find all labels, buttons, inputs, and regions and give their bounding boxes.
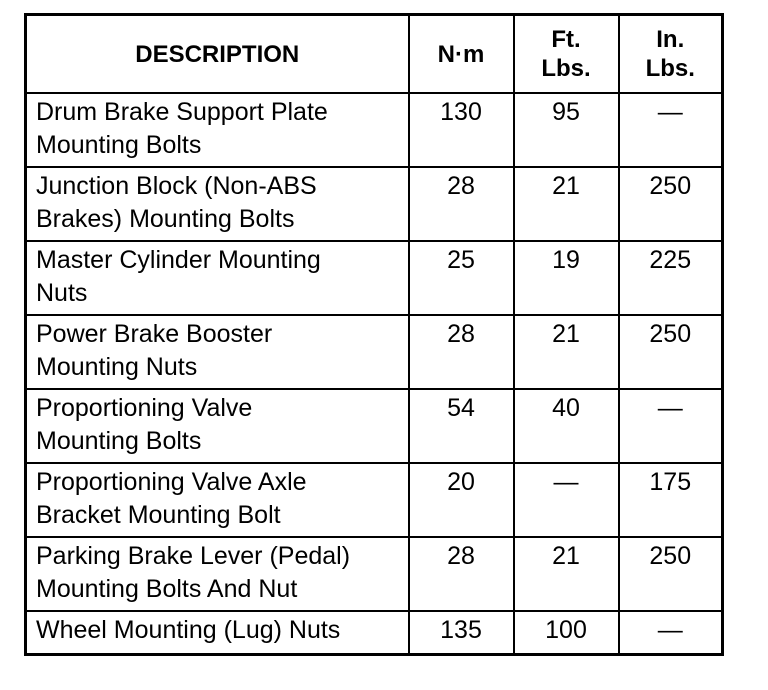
description-line: Junction Block (Non-ABS (36, 172, 317, 200)
header-nm (409, 15, 514, 94)
header-description (26, 15, 409, 94)
description-line: Parking Brake Lever (Pedal) (36, 542, 351, 570)
row-ft-value: 21 (514, 315, 619, 389)
description-line: Wheel Mounting (Lug) Nuts (36, 616, 341, 644)
header-ft-lbs (514, 15, 619, 94)
row-nm-value: 135 (409, 611, 514, 655)
row-in-value: — (619, 611, 723, 655)
header-ft-line2: Lbs. (541, 55, 591, 82)
row-nm-value: 130 (409, 93, 514, 167)
row-description (26, 389, 409, 463)
row-ft-value: 21 (514, 167, 619, 241)
row-description (26, 611, 409, 655)
row-nm-value: 54 (409, 389, 514, 463)
row-in-value: 250 (619, 537, 723, 611)
header-nm-label: N·m (437, 40, 485, 68)
table-row (26, 93, 723, 167)
description-line: Master Cylinder Mounting (36, 246, 321, 274)
description-line: Nuts (36, 279, 88, 307)
description-line: Proportioning Valve (36, 394, 253, 422)
row-ft-value: 40 (514, 389, 619, 463)
row-nm-value: 28 (409, 537, 514, 611)
table-row (26, 537, 723, 611)
table-row (26, 167, 723, 241)
description-line: Proportioning Valve Axle (36, 468, 307, 496)
header-description-label: DESCRIPTION (135, 40, 300, 68)
description-line: Mounting Bolts And Nut (36, 575, 298, 603)
row-description (26, 241, 409, 315)
description-line: Drum Brake Support Plate (36, 98, 328, 126)
row-description (26, 167, 409, 241)
row-nm-value: 28 (409, 167, 514, 241)
torque-spec-table (24, 13, 724, 656)
row-in-value: — (619, 389, 723, 463)
table-row (26, 463, 723, 537)
table-row (26, 389, 723, 463)
table-row (26, 611, 723, 655)
description-line: Mounting Bolts (36, 427, 202, 455)
row-ft-value: — (514, 463, 619, 537)
description-line: Bracket Mounting Bolt (36, 501, 281, 529)
description-line: Brakes) Mounting Bolts (36, 205, 295, 233)
row-description (26, 93, 409, 167)
header-in-lbs (619, 15, 723, 94)
row-ft-value: 100 (514, 611, 619, 655)
row-description (26, 537, 409, 611)
header-in-line2: Lbs. (645, 55, 695, 82)
row-description (26, 315, 409, 389)
row-in-value: 250 (619, 167, 723, 241)
table-row (26, 241, 723, 315)
row-ft-value: 95 (514, 93, 619, 167)
header-in-line1: In. (656, 26, 685, 53)
row-description (26, 463, 409, 537)
row-in-value: 250 (619, 315, 723, 389)
row-nm-value: 28 (409, 315, 514, 389)
row-in-value: 175 (619, 463, 723, 537)
row-in-value: — (619, 93, 723, 167)
header-row (26, 15, 723, 94)
description-line: Power Brake Booster (36, 320, 273, 348)
row-ft-value: 21 (514, 537, 619, 611)
description-line: Mounting Nuts (36, 353, 198, 381)
header-ft-line1: Ft. (551, 26, 581, 53)
description-line: Mounting Bolts (36, 131, 202, 159)
row-nm-value: 25 (409, 241, 514, 315)
table-row (26, 315, 723, 389)
row-in-value: 225 (619, 241, 723, 315)
row-nm-value: 20 (409, 463, 514, 537)
row-ft-value: 19 (514, 241, 619, 315)
